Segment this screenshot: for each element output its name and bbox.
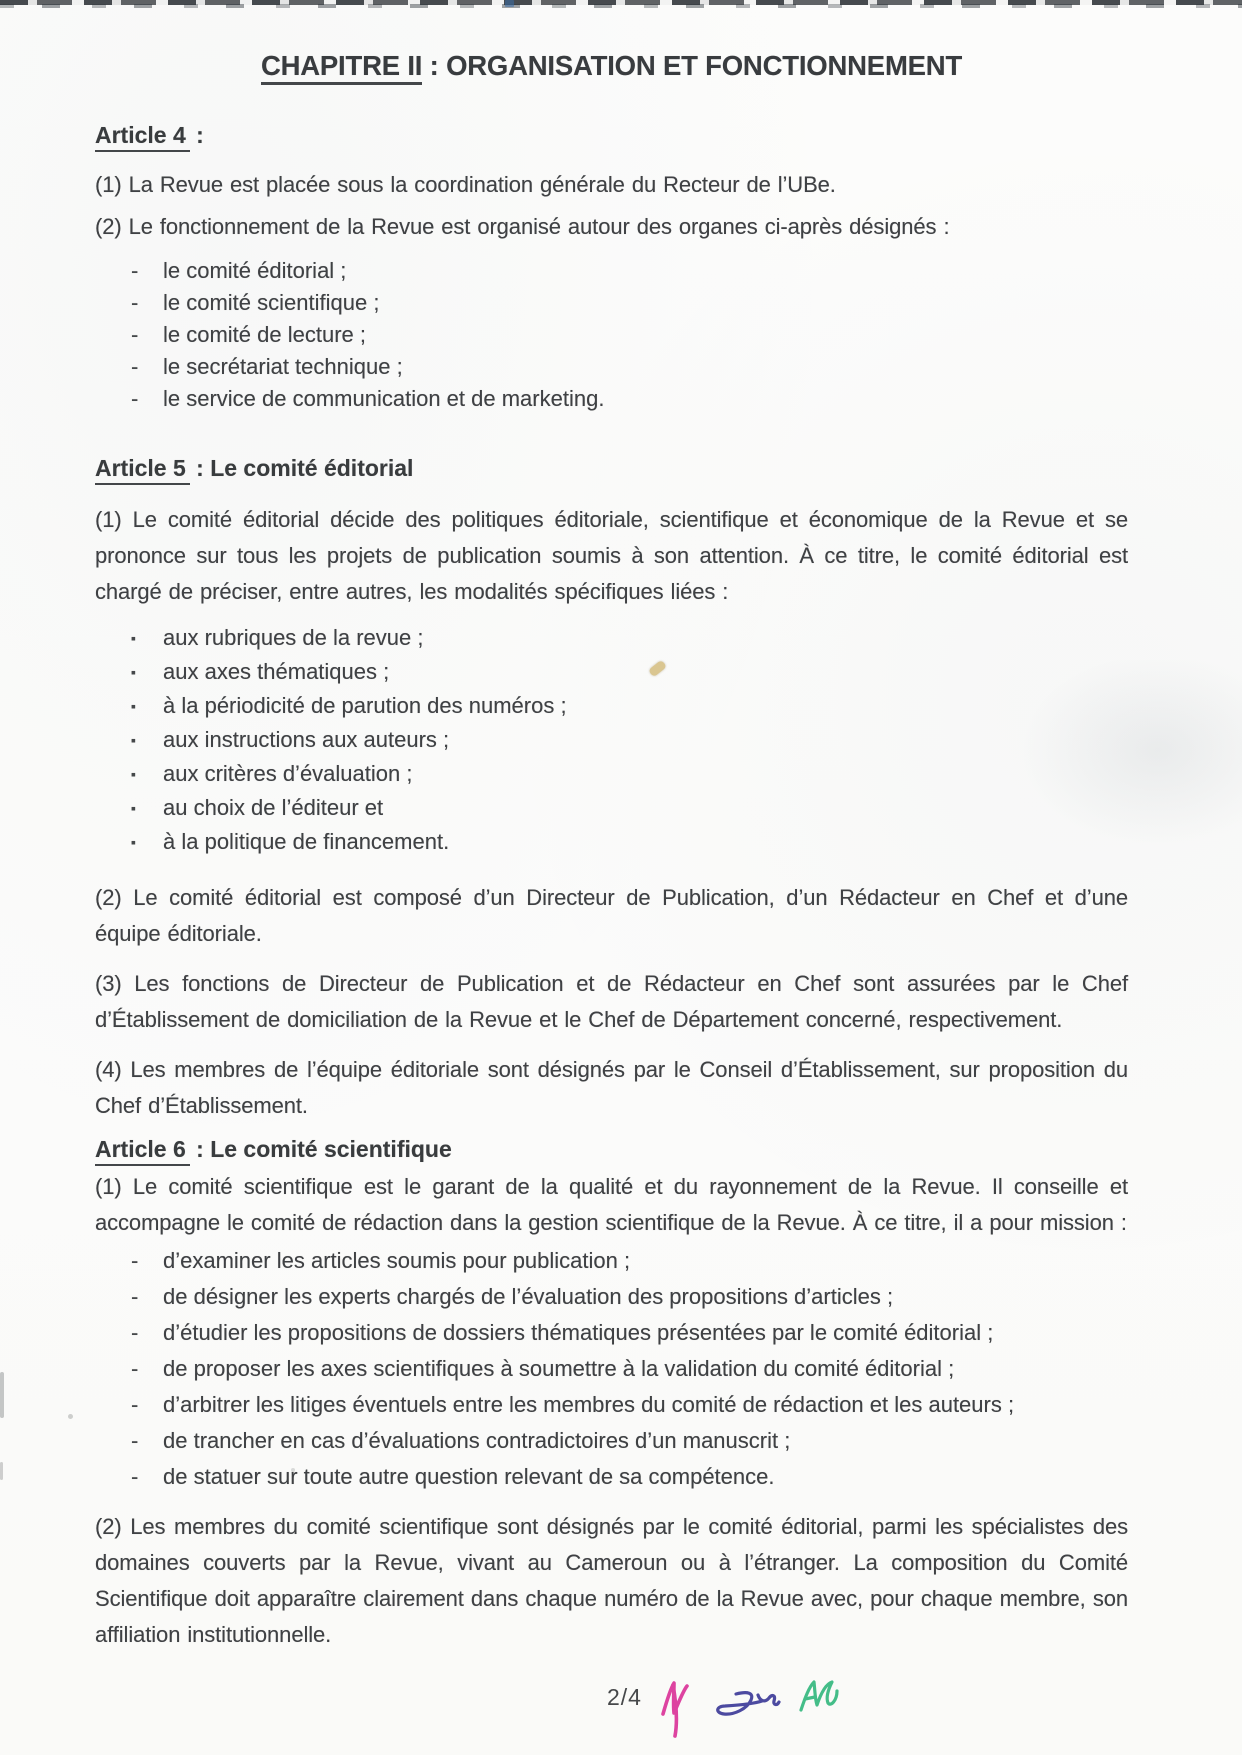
list-item-text: aux axes thématiques ; (163, 659, 390, 684)
article5-paragraph-1: (1) Le comité éditorial décide des politiques éditoriale, scientifique et économique de la Revue et se prononce sur tous les projets de publication soumis à son attention. À ce titre, le comité éditorial est chargé de préciser, entre autres, les modalités spécifiques liées : (95, 507, 1128, 604)
list-item-text: aux instructions aux auteurs ; (163, 727, 450, 752)
article5-heading (95, 455, 1128, 482)
list-item-text: aux critères d’évaluation ; (163, 761, 413, 786)
list-item (95, 1423, 1128, 1459)
article5-list (95, 622, 1128, 860)
article6-paragraph-2: (2) Les membres du comité scientifique sont désignés par le comité éditorial, parmi les spécialistes des domaines couverts par la Revue, vivant au Cameroun ou à l’étranger. La composition du Comité Scientifique doit apparaître clairement dans chaque numéro de la Revue avec, pour chaque membre, son affiliation institutionnelle. (95, 1514, 1128, 1647)
list-item (95, 1243, 1128, 1279)
article5-paragraph-3: (3) Les fonctions de Directeur de Publication et de Rédacteur en Chef sont assurées par le Chef d’Établissement de domiciliation de la Revue et le Chef de Département concerné, respectivement. (95, 971, 1128, 1032)
square-bullet: ▪ (131, 630, 136, 646)
list-item (95, 1279, 1128, 1315)
dash-bullet: - (131, 322, 139, 347)
dash-bullet: - (131, 1392, 139, 1417)
article4-heading-underlined: Article 4 (95, 122, 190, 152)
square-bullet: ▪ (131, 834, 136, 850)
list-item-text: d’arbitrer les litiges éventuels entre les membres du comité de rédaction et les auteurs ; (163, 1392, 1015, 1417)
scanner-blue-speck (505, 0, 514, 7)
document-content (0, 50, 1242, 1653)
page-number: 2/4 (607, 1684, 642, 1710)
article6-heading-rest: : Le comité scientifique (189, 1136, 452, 1162)
square-bullet: ▪ (131, 766, 136, 782)
article5-paragraph-4: (4) Les membres de l’équipe éditoriale sont désignés par le Conseil d’Établissement, sur proposition du Chef d’Établissement. (95, 1057, 1128, 1118)
list-item (95, 758, 1128, 792)
article4-paragraph-1: (1) La Revue est placée sous la coordination générale du Recteur de l’UBe. (95, 172, 836, 197)
page-footer (607, 1682, 842, 1738)
list-item (95, 351, 1128, 383)
square-bullet: ▪ (131, 732, 136, 748)
list-item-text: le comité scientifique ; (163, 290, 380, 315)
signature-magenta-ink (656, 1676, 694, 1738)
article5-paragraph-2: (2) Le comité éditorial est composé d’un Directeur de Publication, d’un Rédacteur en Chef et d’une équipe éditoriale. (95, 885, 1128, 946)
chapter-title (95, 50, 1128, 82)
scanner-edge-artifact-2 (0, 4, 1242, 8)
list-item (95, 826, 1128, 860)
article6-paragraph-1: (1) Le comité scientifique est le garant de la qualité et du rayonnement de la Revue. Il conseille et accompagne le comité de rédaction dans la gestion scientifique de la Revue. À ce titre, il a pour mission : (95, 1174, 1128, 1235)
list-item (95, 1315, 1128, 1351)
dash-bullet: - (131, 354, 139, 379)
list-item-text: d’étudier les propositions de dossiers thématiques présentées par le comité éditorial ; (163, 1320, 994, 1345)
article5-heading-rest: : Le comité éditorial (189, 455, 414, 481)
list-item (95, 1459, 1128, 1495)
list-item (95, 383, 1128, 415)
dash-bullet: - (131, 1284, 139, 1309)
dash-bullet: - (131, 258, 139, 283)
dash-bullet: - (131, 1464, 139, 1489)
list-item-text: de statuer sur toute autre question relevant de sa compétence. (163, 1464, 775, 1489)
article6-heading (95, 1136, 1128, 1163)
dash-bullet: - (131, 1248, 139, 1273)
chapter-title-underlined: CHAPITRE II (261, 50, 422, 85)
list-item-text: de trancher en cas d’évaluations contradictoires d’un manuscrit ; (163, 1428, 791, 1453)
list-item (95, 792, 1128, 826)
list-item (95, 622, 1128, 656)
list-item (95, 287, 1128, 319)
dash-bullet: - (131, 1356, 139, 1381)
list-item-text: au choix de l’éditeur et (163, 795, 384, 820)
list-item-text: le comité de lecture ; (163, 322, 366, 347)
square-bullet: ▪ (131, 698, 136, 714)
list-item-text: le comité éditorial ; (163, 258, 347, 283)
signature-green-ink (796, 1674, 842, 1718)
chapter-title-rest: : ORGANISATION ET FONCTIONNEMENT (422, 50, 963, 81)
dash-bullet: - (131, 1428, 139, 1453)
article4-heading-rest: : (189, 122, 204, 148)
list-item-text: à la périodicité de parution des numéros ; (163, 693, 567, 718)
list-item (95, 690, 1128, 724)
article6-heading-underlined: Article 6 (95, 1136, 190, 1166)
list-item (95, 255, 1128, 287)
list-item-text: de proposer les axes scientifiques à soumettre à la validation du comité éditorial ; (163, 1356, 955, 1381)
list-item-text: le service de communication et de marketing. (163, 386, 605, 411)
list-item-text: à la politique de financement. (163, 829, 450, 854)
signature-blue-ink (708, 1684, 782, 1726)
square-bullet: ▪ (131, 800, 136, 816)
article4-paragraph-2: (2) Le fonctionnement de la Revue est organisé autour des organes ci-après désignés : (95, 214, 950, 239)
list-item-text: de désigner les experts chargés de l’évaluation des propositions d’articles ; (163, 1284, 894, 1309)
square-bullet: ▪ (131, 664, 136, 680)
list-item-text: le secrétariat technique ; (163, 354, 403, 379)
article4-list (95, 255, 1128, 415)
dash-bullet: - (131, 386, 139, 411)
list-item (95, 319, 1128, 351)
list-item-text: d’examiner les articles soumis pour publication ; (163, 1248, 631, 1273)
list-item (95, 1351, 1128, 1387)
list-item (95, 724, 1128, 758)
list-item (95, 1387, 1128, 1423)
article5-heading-underlined: Article 5 (95, 455, 190, 485)
list-item-text: aux rubriques de la revue ; (163, 625, 424, 650)
list-item (95, 656, 1128, 690)
article4-heading (95, 122, 1128, 149)
dash-bullet: - (131, 290, 139, 315)
dash-bullet: - (131, 1320, 139, 1345)
article6-list (95, 1243, 1128, 1495)
